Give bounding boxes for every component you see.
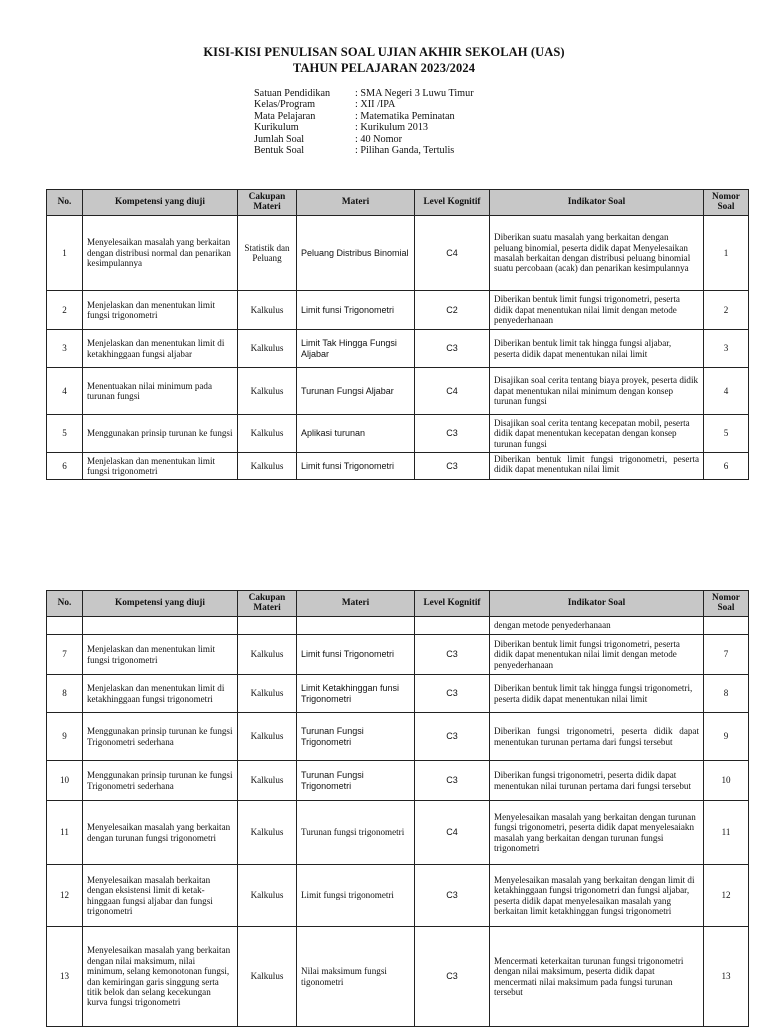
cell-level: C3 [415,415,490,453]
cell-no: 8 [47,675,83,713]
cell-level [415,617,490,635]
cell-nomor: 2 [704,291,749,330]
cell-no: 12 [47,865,83,927]
cell-materi [297,617,415,635]
cell-nomor: 9 [704,713,749,761]
header-level: Level Kognitif [415,190,490,216]
cell-materi: Peluang Distribus Binomial [297,216,415,291]
cell-indikator: dengan metode penyederhanaan [490,617,704,635]
cell-no: 10 [47,761,83,801]
cell-nomor [704,617,749,635]
cell-kompetensi: Menjelaskan dan menentukan limit di ketakhinggaan fungsi trigonometri [83,675,238,713]
cell-cakupan: Kalkulus [238,713,297,761]
info-value: : Matematika Peminatan [355,110,455,122]
cell-nomor: 5 [704,415,749,453]
cell-level: C4 [415,801,490,865]
cell-kompetensi: Menyelesaikan masalah yang berkaitan dengan distribusi normal dan penarikan kesimpulannya [83,216,238,291]
cell-cakupan: Kalkulus [238,330,297,368]
cell-level: C3 [415,927,490,1027]
cell-cakupan: Kalkulus [238,927,297,1027]
table-header-row [47,591,749,617]
cell-no: 3 [47,330,83,368]
header-no: No. [47,591,83,617]
cell-level: C3 [415,330,490,368]
cell-kompetensi: Menjelaskan dan menentukan limit fungsi trigonometri [83,453,238,480]
cell-cakupan: Kalkulus [238,635,297,675]
cell-indikator-text: Diberikan bentuk limit fungsi trigonometri, peserta didik dapat menentukan nilai limit [494,454,699,475]
info-label: Kurikulum [254,122,299,134]
header-no: No. [47,190,83,216]
table-row [47,635,749,675]
cell-level: C3 [415,865,490,927]
cell-level: C3 [415,761,490,801]
info-row [254,88,474,99]
cell-no: 13 [47,927,83,1027]
header-materi: Materi [297,591,415,617]
cell-cakupan: Kalkulus [238,761,297,801]
cell-indikator: Diberikan fungsi trigonometri, peserta didik dapat menentukan turunan pertama dari fungsi tersebut [490,713,704,761]
cell-materi: Limit Tak Hingga Fungsi Aljabar [297,330,415,368]
header-nomor: Nomor Soal [704,190,749,216]
cell-nomor: 8 [704,675,749,713]
cell-nomor: 12 [704,865,749,927]
info-value: : SMA Negeri 3 Luwu Timur [355,88,474,99]
cell-cakupan: Kalkulus [238,865,297,927]
table-row [47,330,749,368]
info-row [254,145,474,156]
cell-materi: Limit funsi Trigonometri [297,453,415,480]
cell-level: C2 [415,291,490,330]
cell-kompetensi: Menggunakan prinsip turunan ke fungsi Trigonometri sederhana [83,713,238,761]
cell-level: C3 [415,675,490,713]
table-row [47,927,749,1027]
cell-nomor: 13 [704,927,749,1027]
cell-cakupan: Kalkulus [238,801,297,865]
cell-kompetensi: Menyelesaikan masalah berkaitan dengan eksistensi limit di ketak-hinggaan fungsi aljabar dan fungsi trigonometri [83,865,238,927]
table-row [47,368,749,415]
cell-cakupan [238,617,297,635]
cell-materi: Limit Ketakhinggan funsi Trigonometri [297,675,415,713]
cell-indikator: Diberikan bentuk limit tak hingga fungsi aljabar, peserta didik dapat menentukan nilai limit [490,330,704,368]
info-value: : Pilihan Ganda, Tertulis [355,145,455,157]
header-materi: Materi [297,190,415,216]
cell-indikator [490,453,704,480]
cell-cakupan: Kalkulus [238,291,297,330]
cell-no: 5 [47,415,83,453]
cell-no: 4 [47,368,83,415]
document-subtitle: TAHUN PELAJARAN 2023/2024 [292,61,476,75]
info-label: Jumlah Soal [254,133,305,145]
cell-indikator: Diberikan bentuk limit tak hingga fungsi trigonometri, peserta didik dapat menentukan nilai limit [490,675,704,713]
cell-nomor: 4 [704,368,749,415]
cell-nomor: 11 [704,801,749,865]
info-row [254,99,474,110]
cell-indikator: Menyelesaikan masalah yang berkaitan dengan turunan fungsi trigonometri, peserta didik dapat menyelesaiakn masalah yang berkaitan dengan turunan fungsi trigonometri [490,801,704,865]
cell-kompetensi: Menggunakan prinsip turunan ke fungsi Trigonometri sederhana [83,761,238,801]
cell-kompetensi: Menjelaskan dan menentukan limit di ketakhinggaan fungsi aljabar [83,330,238,368]
cell-no: 7 [47,635,83,675]
table-row [47,291,749,330]
cell-materi: Turunan Fungsi Trigonometri [297,761,415,801]
cell-cakupan: Statistik dan Peluang [238,216,297,291]
cell-kompetensi: Menjelaskan dan menentukan limit fungsi trigonometri [83,635,238,675]
cell-materi: Nilai maksimum fungsi tigonometri [297,927,415,1027]
table-row [47,713,749,761]
table-row [47,216,749,291]
info-row [254,111,474,122]
header-indikator: Indikator Soal [490,190,704,216]
cell-level: C3 [415,453,490,480]
cell-level: C4 [415,216,490,291]
table-row [47,453,749,480]
info-label: Mata Pelajaran [254,110,316,122]
info-value: : Kurikulum 2013 [355,122,429,134]
cell-nomor: 6 [704,453,749,480]
cell-indikator: Diberikan fungsi trigonometri, peserta didik dapat menentukan nilai turunan pertama dari fungsi tersebut [490,761,704,801]
cell-materi: Turunan Fungsi Trigonometri [297,713,415,761]
cell-indikator: Diberikan bentuk limit fungsi trigonometri, peserta didik dapat menentukan nilai limit dengan metode penyederhanaan [490,291,704,330]
cell-level: C4 [415,368,490,415]
cell-materi: Aplikasi turunan [297,415,415,453]
cell-no: 11 [47,801,83,865]
info-value: : 40 Nomor [355,133,402,145]
cell-kompetensi: Menggunakan prinsip turunan ke fungsi [83,415,238,453]
info-label: Satuan Pendidikan [254,88,331,99]
header-cakupan: Cakupan Materi [238,190,297,216]
header-kompetensi: Kompetensi yang diuji [83,591,238,617]
table-row [47,761,749,801]
cell-kompetensi: Menentuakan nilai minimum pada turunan fungsi [83,368,238,415]
cell-indikator: Menyelesaikan masalah yang berkaitan dengan limit di ketakhinggaan fungsi trigonometri dan fungsi aljabar, peserta didik dapat menyelesaikan masalah yang berkaitan limit ketakhinggan fungsi trigonometri [490,865,704,927]
info-label: Kelas/Program [254,99,316,111]
cell-materi: Limit funsi Trigonometri [297,291,415,330]
cell-indikator: Disajikan soal cerita tentang kecepatan mobil, peserta didik dapat menentukan kecepatan dengan konsep turunan fungsi [490,415,704,453]
cell-indikator: Mencermati keterkaitan turunan fungsi trigonometri dengan nilai maksimum, peserta didik dapat mencermati nilai maksimum pada fungsi turunan tersebut [490,927,704,1027]
table-row [47,865,749,927]
cell-no: 9 [47,713,83,761]
header-kompetensi: Kompetensi yang diuji [83,190,238,216]
header-nomor: Nomor Soal [704,591,749,617]
cell-materi: Limit funsi Trigonometri [297,635,415,675]
table-row-continuation [47,617,749,635]
cell-no [47,617,83,635]
table-row [47,675,749,713]
kisi-kisi-table-page-2 [46,590,749,1027]
info-value: : XII /IPA [355,99,396,111]
cell-kompetensi: Menyelesaikan masalah yang berkaitan dengan nilai maksimum, nilai minimum, selang kemonotonan fungsi, dan kemiringan garis singgung serta titik belok dan selang kecekungan kurva fungsi trigonometri [83,927,238,1027]
cell-no: 1 [47,216,83,291]
cell-materi: Turunan fungsi trigonometri [297,801,415,865]
cell-materi: Limit fungsi trigonometri [297,865,415,927]
cell-kompetensi: Menyelesaikan masalah yang berkaitan dengan turunan fungsi trigonometri [83,801,238,865]
cell-level: C3 [415,635,490,675]
kisi-kisi-table-page-1 [46,189,749,480]
cell-nomor: 10 [704,761,749,801]
cell-nomor: 7 [704,635,749,675]
cell-kompetensi: Menjelaskan dan menentukan limit fungsi trigonometri [83,291,238,330]
cell-indikator: Disajikan soal cerita tentang biaya proyek, peserta didik dapat menentukan nilai minimum dengan konsep turunan fungsi [490,368,704,415]
cell-materi: Turunan Fungsi Aljabar [297,368,415,415]
cell-indikator: Diberikan suatu masalah yang berkaitan dengan peluang binomial, peserta didik dapat Menyelesaikan masalah berkaitan dengan distribusi peluang binomial suatu percobaan (acak) dan penarikan kesimpulannya [490,216,704,291]
cell-nomor: 3 [704,330,749,368]
cell-cakupan: Kalkulus [238,453,297,480]
document-title: KISI-KISI PENULISAN SOAL UJIAN AKHIR SEKOLAH (UAS) [203,45,565,59]
cell-indikator: Diberikan bentuk limit fungsi trigonometri, peserta didik dapat menentukan nilai limit dengan metode penyederhanaan [490,635,704,675]
cell-nomor: 1 [704,216,749,291]
info-row [254,122,474,133]
cell-cakupan: Kalkulus [238,368,297,415]
table-row [47,415,749,453]
header-cakupan: Cakupan Materi [238,591,297,617]
table-header-row [47,190,749,216]
header-level: Level Kognitif [415,591,490,617]
info-row [254,134,474,145]
header-indikator: Indikator Soal [490,591,704,617]
info-label: Bentuk Soal [254,145,305,157]
school-info [254,88,474,156]
cell-kompetensi [83,617,238,635]
table-row [47,801,749,865]
cell-no: 6 [47,453,83,480]
cell-cakupan: Kalkulus [238,415,297,453]
cell-no: 2 [47,291,83,330]
cell-cakupan: Kalkulus [238,675,297,713]
cell-level: C3 [415,713,490,761]
